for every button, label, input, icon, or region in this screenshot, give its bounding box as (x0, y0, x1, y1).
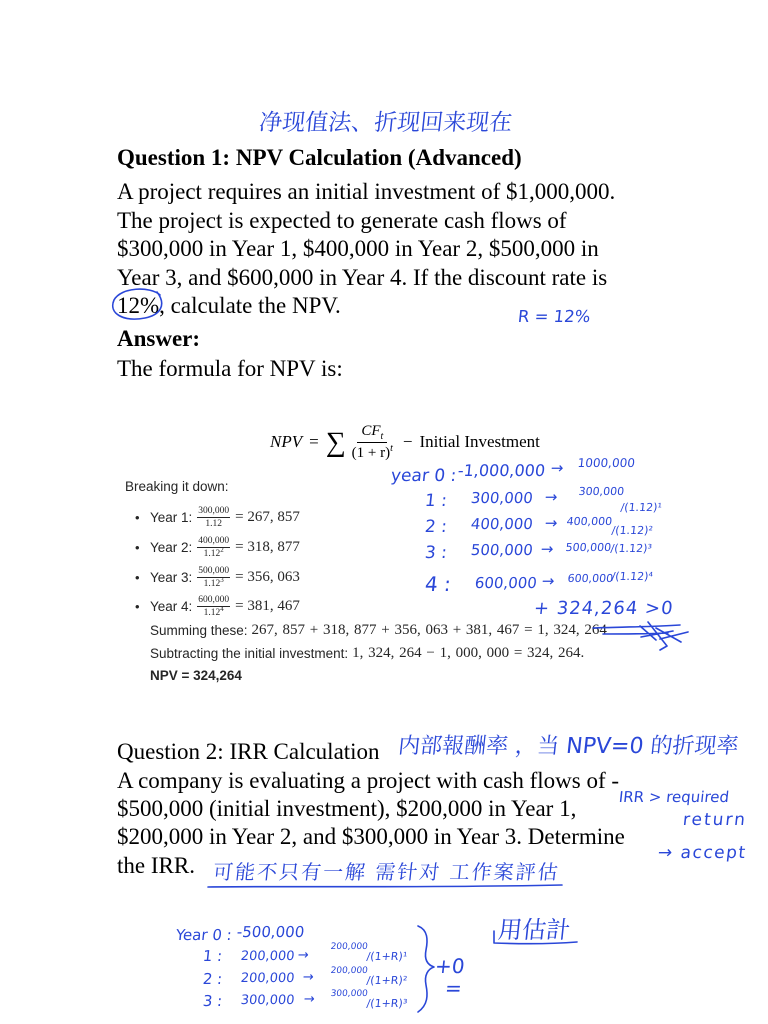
fraction-numerator: 400,000 (198, 535, 230, 546)
hw-irr-row-label: 3 : (201, 992, 224, 1010)
denominator-exponent: 3 (220, 575, 224, 584)
denominator-base: 1.12 (205, 518, 223, 529)
question-1-line: $300,000 in Year 1, $400,000 in Year 2, $500,000 in (117, 236, 599, 262)
hw-arrow-icon: → (549, 459, 565, 477)
denominator-base: 1.12 (203, 578, 221, 589)
hw-irr-definition: 内部報酬率 ，当 NPV=0 的折现率 (396, 734, 740, 759)
hw-arrow-icon: → (301, 970, 315, 985)
hw-irr-rule-line3: → accept (656, 843, 748, 863)
hw-irr-sum-bottom: = (443, 976, 464, 1000)
bullet: • (135, 539, 140, 555)
breakdown-year-label: Year 4: (150, 598, 193, 614)
denominator-exponent: 4 (220, 604, 224, 613)
breakdown-fraction (197, 566, 230, 589)
breakdown-item (135, 505, 300, 529)
breakdown-item (135, 535, 300, 559)
breakdown-result: = 267, 857 (235, 508, 300, 525)
question-2-line: A company is evaluating a project with cash flows of - (117, 768, 620, 793)
breakdown-fraction (197, 536, 230, 559)
formula-equals: = (309, 432, 319, 451)
breakdown-result: = 318, 877 (235, 538, 300, 555)
hw-npv-row-pv: 500,000 (564, 541, 612, 554)
question-1-line: The project is expected to generate cash flows of (117, 207, 567, 233)
hw-npv-total: + 324,264 >0 (532, 598, 675, 619)
formula-intro: The formula for NPV is: (117, 356, 343, 381)
denominator-text: (1 + r) (351, 444, 391, 461)
hw-arrow-icon: → (302, 992, 316, 1007)
fraction-denominator (203, 604, 225, 618)
question-1-body (117, 178, 615, 321)
hw-npv-row-label: 3 : (423, 543, 448, 563)
hw-irr-row-label: 2 : (201, 970, 224, 988)
breakdown-result: = 381, 467 (235, 597, 300, 614)
hw-npv-row-label: 4 : (423, 572, 453, 596)
hw-npv-row-pv: 300,000 (577, 485, 625, 498)
hw-npv-row-den: /(1.12)² (610, 524, 654, 537)
breakdown-year-label: Year 3: (150, 569, 193, 585)
hw-irr-rule-line1: IRR > required (617, 788, 731, 806)
summing-expression: 267, 857 + 318, 877 + 356, 063 + 381, 467 = 1, 324, 264 (251, 621, 607, 638)
hw-npv-row-pv: 600,000 (566, 572, 614, 585)
hw-irr-row-value: 200,000 (239, 971, 296, 986)
fraction-denominator (203, 545, 225, 559)
fraction-numerator: 300,000 (198, 505, 230, 516)
hw-npv-row-pv: 1000,000 (576, 456, 636, 470)
bullet: • (135, 569, 140, 585)
hw-arrow-icon: → (543, 488, 559, 506)
question-2-line: the IRR. (117, 852, 195, 878)
summing-line (150, 620, 607, 640)
question-2-line: $200,000 in Year 2, and $300,000 in Year 3. Determine (117, 824, 625, 850)
question-1-line: A project requires an initial investment of $1,000,000. (117, 179, 616, 204)
summing-label: Summing these: (150, 622, 248, 638)
breakdown-heading: Breaking it down: (125, 479, 229, 494)
denominator-base: 1.12 (203, 607, 221, 618)
hw-arrow-icon: → (543, 514, 559, 532)
question-1-line: Year 3, and $600,000 in Year 4. If the discount rate is (117, 264, 608, 290)
handwritten-top-note: 净现值法、折现回来现在 (257, 110, 514, 136)
hw-irr-caveat: 可能不只有一解 需针对 工作案評估 (211, 860, 562, 884)
breakdown-fraction (197, 595, 230, 618)
hw-arrow-icon: → (540, 572, 556, 590)
answer-label: Answer: (117, 326, 201, 351)
denominator-exponent: t (390, 442, 393, 454)
caveat-underline (208, 885, 562, 887)
hw-irr-row-den: /(1+R)¹ (365, 950, 408, 963)
breakdown-item (135, 594, 300, 618)
handwritten-rate-note: R = 12% (516, 307, 592, 326)
right-brace (418, 926, 434, 1012)
hw-irr-row-pv: 300,000 (330, 989, 369, 999)
subtracting-expression: 1, 324, 264 − 1, 000, 000 = 324, 264. (352, 644, 585, 661)
question-1-title: Question 1: NPV Calculation (Advanced) (117, 145, 522, 170)
hw-arrow-icon: → (539, 540, 555, 558)
hw-irr-row-label: Year 0 : (174, 926, 233, 944)
hw-irr-row-pv: 200,000 (330, 942, 369, 952)
breakdown-fraction (197, 506, 230, 529)
hw-irr-row-label: 1 : (201, 947, 224, 965)
hw-irr-row-den: /(1+R)² (365, 974, 408, 987)
hw-npv-row-den: /(1.12)⁴ (610, 570, 654, 583)
breakdown-year-label: Year 1: (150, 509, 193, 525)
npv-result: NPV = 324,264 (150, 668, 242, 683)
hw-npv-row-value: -1,000,000 (456, 461, 547, 480)
hw-irr-sum-top: +0 (433, 954, 466, 978)
hw-npv-row-value: 600,000 (473, 574, 538, 592)
formula-initial-investment: Initial Investment (419, 432, 540, 451)
fraction-denominator (203, 575, 225, 589)
hw-arrow-icon: → (296, 948, 310, 963)
question-1-line: 12%, calculate the NPV. (117, 293, 341, 319)
hw-npv-row-value: 500,000 (469, 541, 534, 559)
hw-irr-row-value: 300,000 (239, 993, 296, 1008)
formula-denominator (349, 443, 396, 462)
fraction-denominator (204, 518, 223, 529)
bullet: • (135, 509, 140, 525)
breakdown-item (135, 565, 300, 589)
hw-irr-row-value: -500,000 (235, 923, 306, 941)
question-2-line: $500,000 (initial investment), $200,000 in Year 1, (117, 796, 577, 822)
hw-npv-row-value: 300,000 (469, 489, 534, 507)
hw-npv-row-label: 2 : (423, 517, 448, 537)
formula-minus: − (402, 432, 413, 451)
scribble-hatch (640, 622, 688, 650)
hw-irr-row-pv: 200,000 (330, 966, 369, 976)
hw-npv-row-pv: 400,000 (565, 515, 613, 528)
hw-npv-row-den: /(1.12)¹ (619, 501, 663, 514)
hw-npv-row-den: /(1.12)³ (609, 542, 653, 555)
formula-numerator (357, 423, 387, 443)
hw-irr-rule-line2: return (681, 810, 748, 830)
npv-formula (270, 420, 540, 464)
hw-irr-row-value: 200,000 (239, 949, 296, 964)
hw-npv-row-label: 1 : (423, 491, 448, 511)
subtracting-label: Subtracting the initial investment: (150, 645, 349, 661)
numerator-text: CF (361, 422, 381, 439)
hw-irr-row-den: /(1+R)³ (365, 997, 408, 1010)
hw-estimate-note: 用估計 (496, 916, 572, 944)
formula-fraction (349, 423, 396, 462)
fraction-numerator: 500,000 (198, 565, 230, 576)
fraction-numerator: 600,000 (198, 594, 230, 605)
bullet: • (135, 598, 140, 614)
strike-through-sum-2 (603, 633, 668, 634)
formula-lhs: NPV (270, 432, 303, 451)
denominator-base: 1.12 (203, 548, 221, 559)
breakdown-year-label: Year 2: (150, 539, 193, 555)
denominator-exponent: 2 (220, 545, 224, 554)
summation-symbol: ∑ (325, 427, 346, 458)
question-2-title: Question 2: IRR Calculation (117, 739, 380, 764)
breakdown-result: = 356, 063 (235, 568, 300, 585)
subtracting-line (150, 643, 584, 663)
hw-npv-row-label: year 0 : (389, 466, 458, 486)
numerator-subscript: t (380, 430, 384, 442)
hw-npv-row-value: 400,000 (469, 515, 534, 533)
